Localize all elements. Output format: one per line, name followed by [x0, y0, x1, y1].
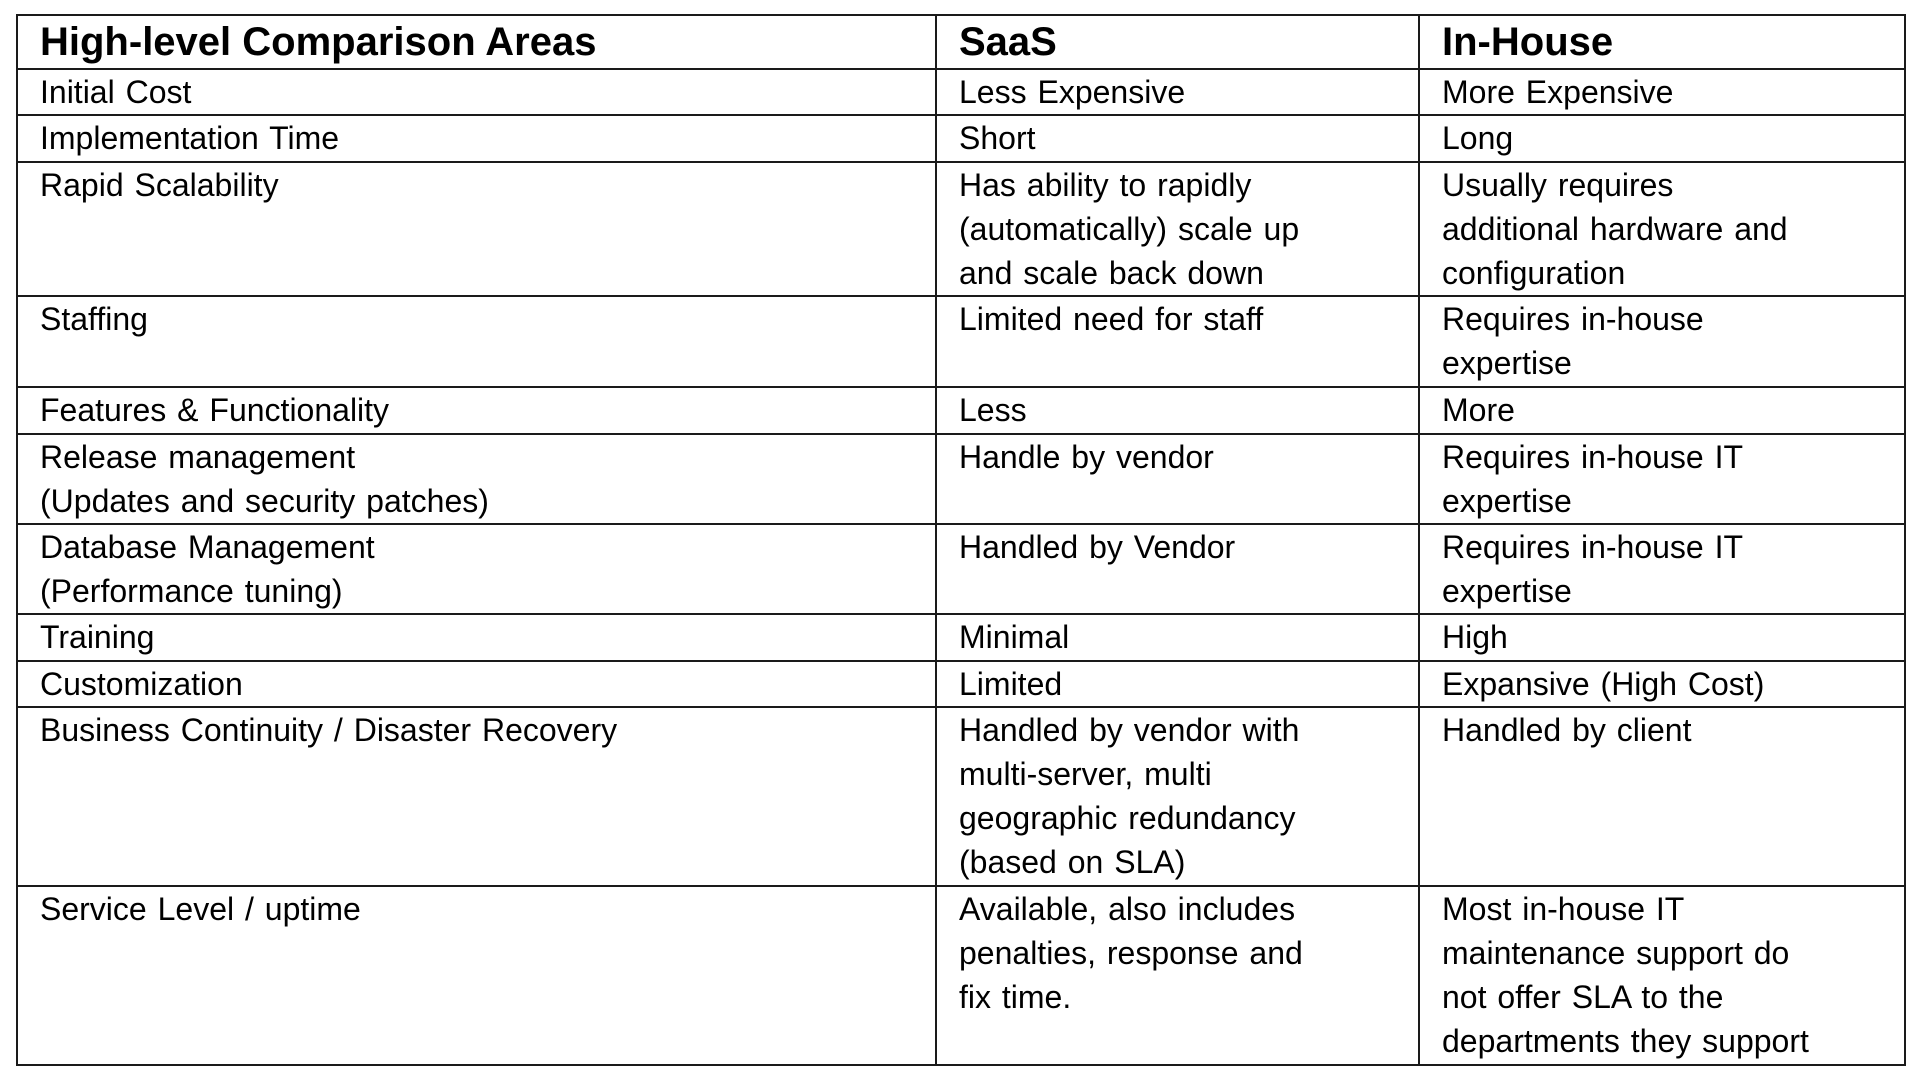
- in-house-cell: [1419, 387, 1905, 434]
- in-house-cell: [1419, 296, 1905, 387]
- cell-text-line: Less: [959, 392, 1027, 428]
- cell-text-line: Most in-house IT: [1442, 891, 1685, 927]
- saas-cell: [936, 707, 1419, 886]
- cell-text-line: More: [1442, 392, 1515, 428]
- cell-text-line: Database Management: [40, 529, 375, 565]
- cell-text-line: expertise: [1442, 483, 1572, 519]
- cell-text-line: Less Expensive: [959, 74, 1186, 110]
- header-saas: SaaS: [936, 15, 1419, 69]
- cell-text-line: Handle by vendor: [959, 439, 1214, 475]
- cell-text-line: Has ability to rapidly: [959, 167, 1252, 203]
- cell-text-line: Handled by Vendor: [959, 529, 1236, 565]
- area-cell: [17, 524, 936, 614]
- cell-text-line: High: [1442, 619, 1508, 655]
- cell-text-line: Short: [959, 120, 1036, 156]
- cell-text-line: Minimal: [959, 619, 1070, 655]
- saas-cell: [936, 387, 1419, 434]
- in-house-cell: [1419, 162, 1905, 296]
- area-cell: [17, 661, 936, 707]
- table-row: [17, 886, 1905, 1065]
- cell-text-line: configuration: [1442, 255, 1626, 291]
- cell-text-line: More Expensive: [1442, 74, 1674, 110]
- cell-text-line: penalties, response and: [959, 935, 1303, 971]
- in-house-cell: [1419, 524, 1905, 614]
- in-house-cell: [1419, 434, 1905, 524]
- cell-text-line: Usually requires: [1442, 167, 1674, 203]
- cell-text-line: Release management: [40, 439, 356, 475]
- in-house-cell: [1419, 614, 1905, 661]
- header-in-house: In-House: [1419, 15, 1905, 69]
- cell-text-line: Limited need for staff: [959, 301, 1264, 337]
- table-row: [17, 69, 1905, 115]
- cell-text-line: fix time.: [959, 979, 1072, 1015]
- cell-text-line: (Updates and security patches): [40, 483, 489, 519]
- table-row: [17, 387, 1905, 434]
- area-cell: [17, 387, 936, 434]
- table-row: [17, 661, 1905, 707]
- cell-text-line: Requires in-house: [1442, 301, 1704, 337]
- cell-text-line: (automatically) scale up: [959, 211, 1300, 247]
- cell-text-line: (Performance tuning): [40, 573, 343, 609]
- header-comparison-areas: High-level Comparison Areas: [17, 15, 936, 69]
- cell-text-line: multi-server, multi: [959, 756, 1212, 792]
- cell-text-line: Handled by vendor with: [959, 712, 1300, 748]
- cell-text-line: Staffing: [40, 301, 148, 337]
- table-row: [17, 707, 1905, 886]
- saas-cell: [936, 661, 1419, 707]
- cell-text-line: maintenance support do: [1442, 935, 1790, 971]
- cell-text-line: departments they support: [1442, 1023, 1809, 1059]
- cell-text-line: and scale back down: [959, 255, 1264, 291]
- cell-text-line: Available, also includes: [959, 891, 1296, 927]
- saas-cell: [936, 115, 1419, 162]
- saas-cell: [936, 886, 1419, 1065]
- in-house-cell: [1419, 115, 1905, 162]
- cell-text-line: Requires in-house IT: [1442, 529, 1744, 565]
- saas-cell: [936, 524, 1419, 614]
- area-cell: [17, 886, 936, 1065]
- cell-text-line: Training: [40, 619, 155, 655]
- in-house-cell: [1419, 69, 1905, 115]
- table-row: [17, 434, 1905, 524]
- area-cell: [17, 69, 936, 115]
- area-cell: [17, 162, 936, 296]
- header-row: [17, 15, 1905, 69]
- cell-text-line: Initial Cost: [40, 74, 192, 110]
- table-row: [17, 162, 1905, 296]
- table-row: [17, 614, 1905, 661]
- table-body: [17, 69, 1905, 1065]
- cell-text-line: Implementation Time: [40, 120, 340, 156]
- cell-text-line: geographic redundancy: [959, 800, 1296, 836]
- cell-text-line: Features & Functionality: [40, 392, 390, 428]
- cell-text-line: additional hardware and: [1442, 211, 1788, 247]
- in-house-cell: [1419, 707, 1905, 886]
- cell-text-line: Long: [1442, 120, 1514, 156]
- cell-text-line: Rapid Scalability: [40, 167, 279, 203]
- table-row: [17, 296, 1905, 387]
- table-row: [17, 115, 1905, 162]
- cell-text-line: Limited: [959, 666, 1063, 702]
- area-cell: [17, 296, 936, 387]
- saas-cell: [936, 69, 1419, 115]
- cell-text-line: expertise: [1442, 573, 1572, 609]
- saas-cell: [936, 614, 1419, 661]
- area-cell: [17, 707, 936, 886]
- cell-text-line: Business Continuity / Disaster Recovery: [40, 712, 618, 748]
- cell-text-line: Requires in-house IT: [1442, 439, 1744, 475]
- in-house-cell: [1419, 661, 1905, 707]
- comparison-table: [16, 14, 1906, 1066]
- cell-text-line: Customization: [40, 666, 243, 702]
- cell-text-line: Expansive (High Cost): [1442, 666, 1765, 702]
- saas-cell: [936, 162, 1419, 296]
- table-row: [17, 524, 1905, 614]
- cell-text-line: Handled by client: [1442, 712, 1692, 748]
- area-cell: [17, 614, 936, 661]
- saas-cell: [936, 296, 1419, 387]
- cell-text-line: expertise: [1442, 345, 1572, 381]
- cell-text-line: (based on SLA): [959, 844, 1186, 880]
- cell-text-line: Service Level / uptime: [40, 891, 361, 927]
- saas-cell: [936, 434, 1419, 524]
- in-house-cell: [1419, 886, 1905, 1065]
- area-cell: [17, 115, 936, 162]
- area-cell: [17, 434, 936, 524]
- cell-text-line: not offer SLA to the: [1442, 979, 1724, 1015]
